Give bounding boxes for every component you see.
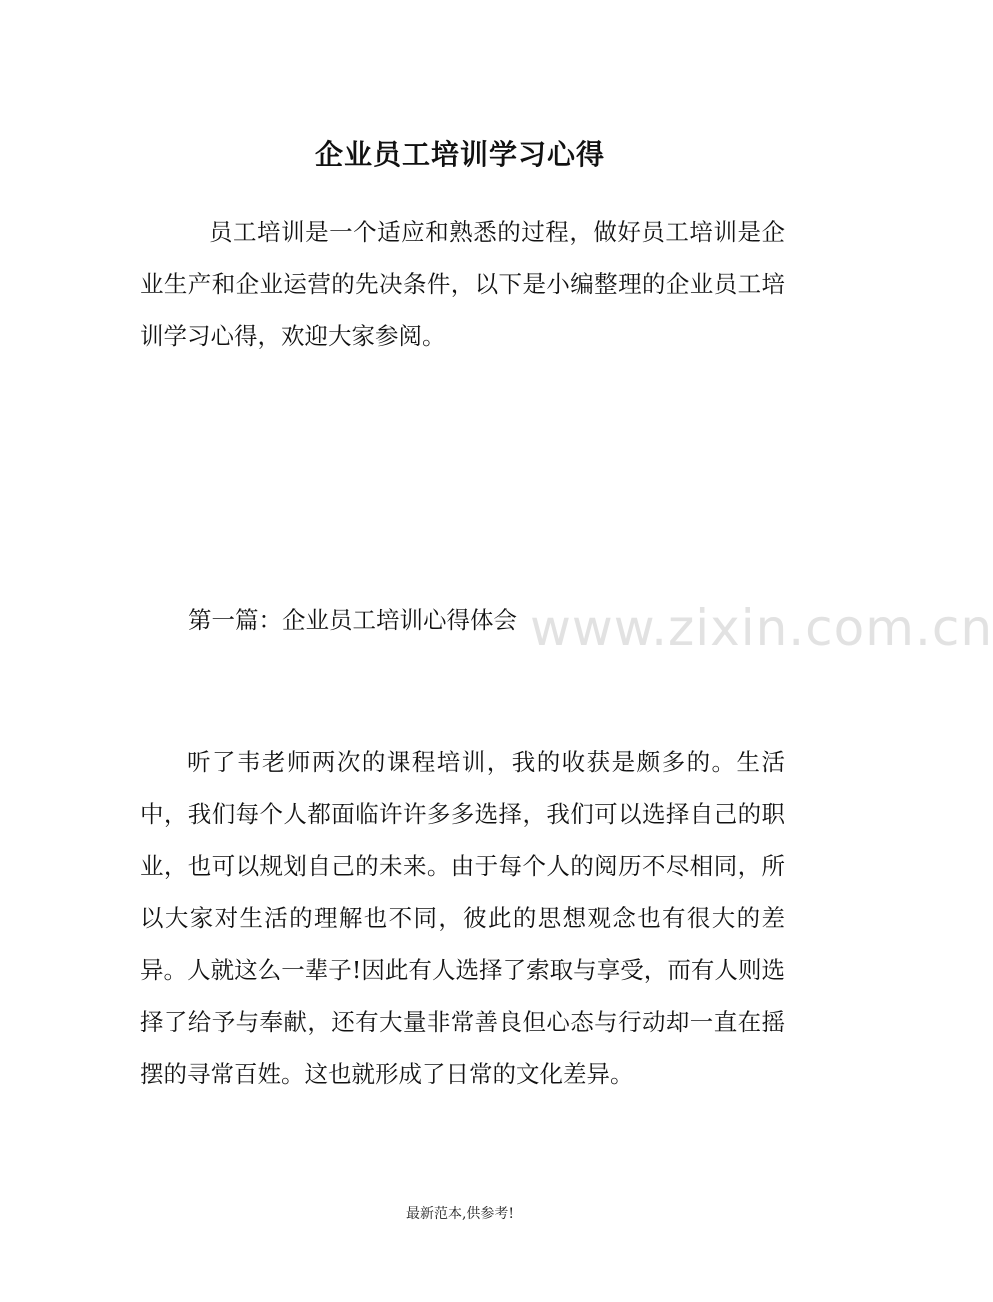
- intro-paragraph: 员工培训是一个适应和熟悉的过程，做好员工培训是企业生产和企业运营的先决条件，以下是小编整理的企业员工培训学习心得，欢迎大家参阅。: [140, 218, 785, 350]
- page-footer: 最新范本,供参考!: [405, 1206, 515, 1222]
- section-heading: 第一篇：企业员工培训心得体会: [188, 606, 517, 634]
- watermark: www.zixin.com.cn: [530, 599, 993, 657]
- document-title: 企业员工培训学习心得: [314, 137, 605, 171]
- body-paragraph: 听了韦老师两次的课程培训，我的收获是颇多的。生活中，我们每个人都面临许许多多选择，我们可以选择自己的职业，也可以规划自己的未来。由于每个人的阅历不尽相同，所以大家对生活的理解也不同，彼此的思想观念也有很大的差异。人就这么一辈子!因此有人选择了索取与享受，而有人则选择了给予与奉献，还有大量非常善良但心态与行动却一直在摇摆的寻常百姓。这也就形成了日常的文化差异。: [140, 748, 785, 1088]
